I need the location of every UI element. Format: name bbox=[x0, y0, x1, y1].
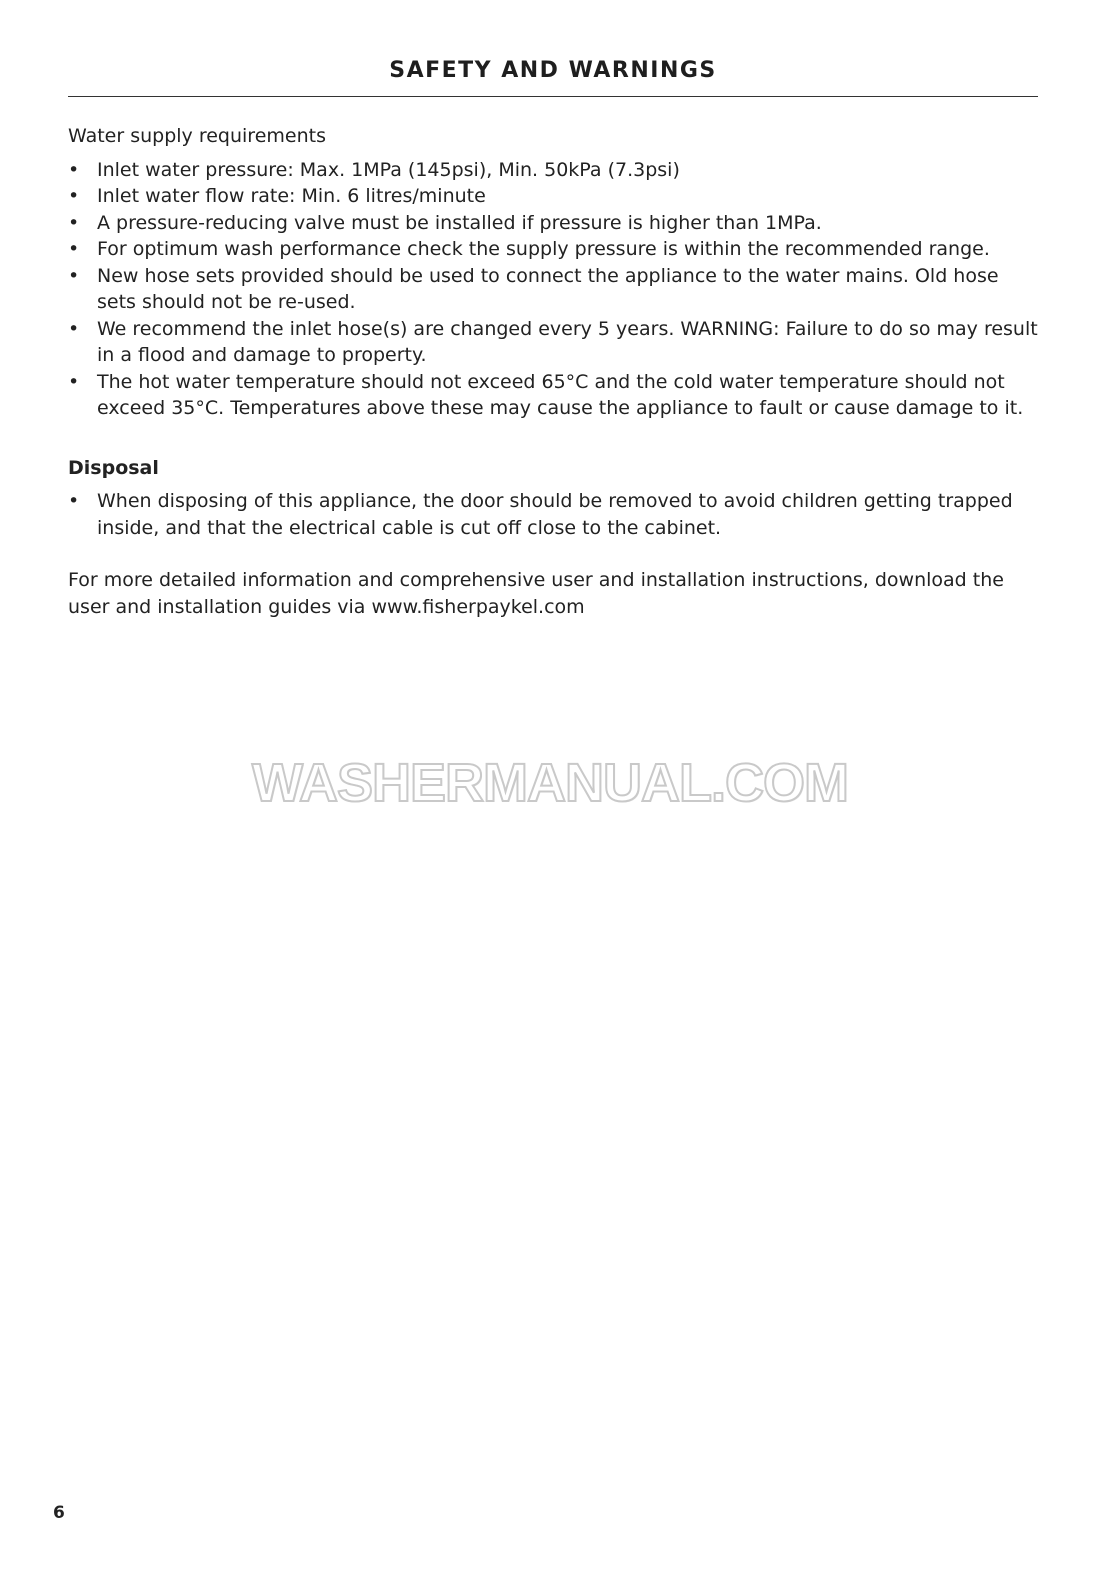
list-item bbox=[68, 488, 1043, 541]
list-item bbox=[68, 369, 1043, 422]
page-header bbox=[68, 52, 1038, 97]
section-spacer bbox=[68, 422, 1043, 455]
list-item-text: We recommend the inlet hose(s) are changed every 5 years. WARNING: Failure to do so may result in a flood and damage to property. bbox=[97, 317, 1038, 366]
footnote-text: For more detailed information and comprehensive user and installation instructions, download the user and installation guides via www.fisherpaykel.com bbox=[68, 569, 1004, 618]
section-spacer bbox=[68, 541, 1043, 567]
list-item bbox=[68, 236, 1043, 263]
bullet-icon: • bbox=[68, 238, 80, 260]
bullet-icon: • bbox=[68, 264, 80, 287]
list-item-text: The hot water temperature should not exceed 65°C and the cold water temperature should not exceed 35°C. Temperatures above these may cause the appliance to fault or cause damage to it. bbox=[97, 370, 1024, 419]
bullet-icon: • bbox=[68, 158, 80, 181]
list-item-text: Inlet water pressure: Max. 1MPa (145psi), Min. 50kPa (7.3psi) bbox=[97, 158, 680, 181]
bullet-icon: • bbox=[68, 490, 80, 512]
page-number: 6 bbox=[53, 1503, 65, 1523]
list-item-text: When disposing of this appliance, the door should be removed to avoid children getting trapped inside, and that the electrical cable is cut off close to the cabinet. bbox=[97, 490, 1013, 539]
list-item-text: A pressure-reducing valve must be installed if pressure is higher than 1MPa. bbox=[97, 211, 822, 234]
watermark: WASHERMANUAL.COM bbox=[252, 753, 848, 813]
page-title: SAFETY AND WARNINGS bbox=[389, 58, 717, 83]
list-item bbox=[68, 210, 1043, 237]
list-item-text: New hose sets provided should be used to connect the appliance to the water mains. Old hose sets should not be re-used. bbox=[97, 264, 999, 313]
main-content bbox=[68, 123, 1043, 620]
list-item bbox=[68, 316, 1043, 369]
disposal-list bbox=[68, 488, 1043, 541]
list-item bbox=[68, 157, 1043, 184]
bullet-icon: • bbox=[68, 211, 80, 234]
list-item-text: Inlet water flow rate: Min. 6 litres/minute bbox=[97, 185, 486, 207]
bullet-icon: • bbox=[68, 370, 80, 393]
list-item bbox=[68, 183, 1043, 210]
water-supply-list bbox=[68, 157, 1043, 422]
water-supply-heading: Water supply requirements bbox=[68, 125, 326, 147]
disposal-heading: Disposal bbox=[68, 456, 159, 479]
list-item-text: For optimum wash performance check the supply pressure is within the recommended range. bbox=[97, 238, 990, 260]
water-supply-section bbox=[68, 123, 1043, 422]
disposal-section bbox=[68, 455, 1043, 542]
bullet-icon: • bbox=[68, 185, 80, 207]
list-item bbox=[68, 263, 1043, 316]
bullet-icon: • bbox=[68, 317, 80, 340]
